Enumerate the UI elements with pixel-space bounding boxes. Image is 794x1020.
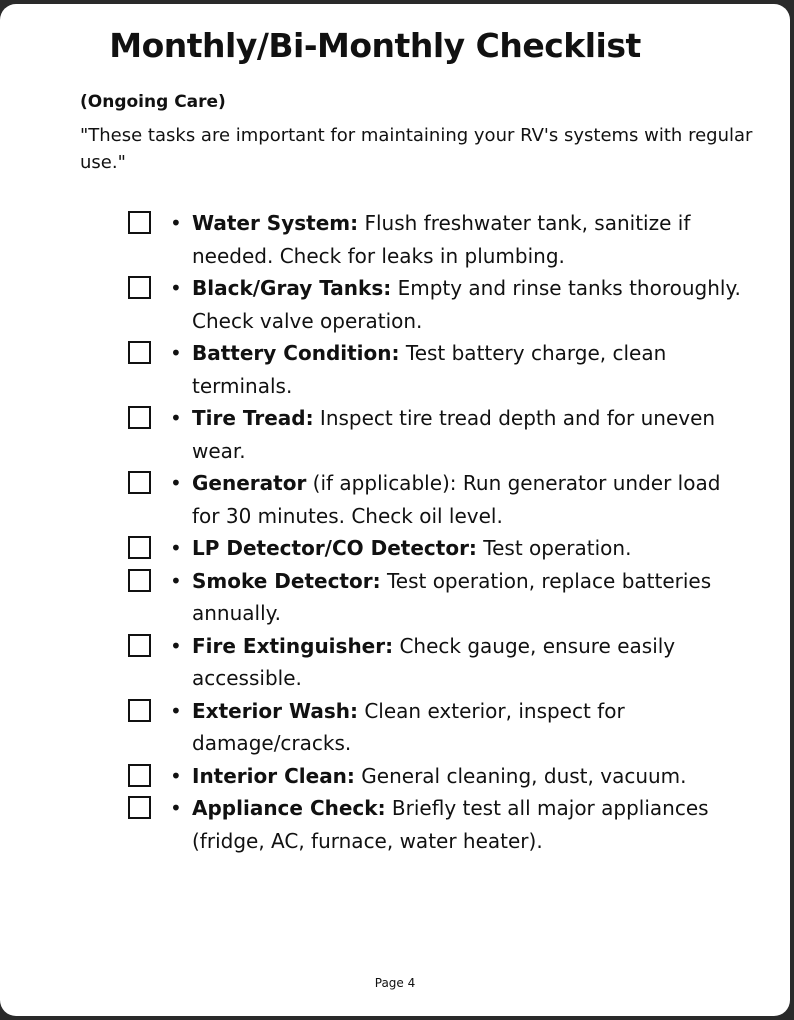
item-label: Appliance Check: xyxy=(192,796,386,820)
item-text: Flush freshwater tank, sanitize if needed. Check for leaks in plumbing. xyxy=(192,211,691,268)
checklist-item xyxy=(128,630,748,695)
item-label: Generator xyxy=(192,471,307,495)
item-text: Test operation, replace batteries annually. xyxy=(192,568,712,625)
bullet-icon: • xyxy=(170,471,182,495)
checklist-item xyxy=(128,207,748,272)
checklist-item xyxy=(128,532,748,565)
item-text: Clean exterior, inspect for damage/cracks. xyxy=(192,698,625,755)
bullet-icon: • xyxy=(170,698,182,723)
item-label: Tire Tread: xyxy=(192,406,314,430)
checklist-item xyxy=(128,272,748,337)
item-text: General cleaning, dust, vacuum. xyxy=(354,763,687,788)
item-text: (if applicable): Run generator under load for 30 minutes. Check oil level. xyxy=(192,471,721,528)
checkbox[interactable] xyxy=(128,699,151,722)
checkbox[interactable] xyxy=(128,406,151,429)
checklist-item xyxy=(128,565,748,630)
item-label: Battery Condition: xyxy=(192,341,400,365)
checklist-item xyxy=(128,760,748,793)
bullet-icon: • xyxy=(170,341,182,365)
item-text: Test battery charge, clean terminals. xyxy=(192,341,667,398)
item-label: Water System: xyxy=(192,211,359,235)
checkbox[interactable] xyxy=(128,341,151,364)
item-label: Black/Gray Tanks: xyxy=(192,276,392,300)
checkbox[interactable] xyxy=(128,634,151,657)
document-page xyxy=(0,4,790,1016)
item-text: Briefly test all major appliances (fridge, AC, furnace, water heater). xyxy=(192,796,709,853)
checkbox[interactable] xyxy=(128,569,151,592)
checkbox[interactable] xyxy=(128,276,151,299)
item-text: Inspect tire tread depth and for uneven wear. xyxy=(192,406,716,463)
checklist-item xyxy=(128,337,748,402)
checklist-item xyxy=(128,792,748,857)
bullet-icon: • xyxy=(170,568,182,593)
item-text: Empty and rinse tanks thoroughly. Check valve operation. xyxy=(192,276,741,333)
bullet-icon: • xyxy=(170,211,182,235)
checkbox[interactable] xyxy=(128,764,151,787)
item-label: Fire Extinguisher: xyxy=(192,633,394,658)
item-label: Interior Clean: xyxy=(192,763,355,788)
page-title: Monthly/Bi-Monthly Checklist xyxy=(109,26,641,65)
item-label: Smoke Detector: xyxy=(192,568,381,593)
checklist-item xyxy=(128,402,748,467)
checkbox[interactable] xyxy=(128,536,151,559)
section-subtitle: (Ongoing Care) xyxy=(80,92,226,112)
page-number: Page 4 xyxy=(374,976,416,990)
item-label: LP Detector/CO Detector: xyxy=(192,536,477,560)
bullet-icon: • xyxy=(170,406,182,430)
checkbox[interactable] xyxy=(128,211,151,234)
item-text: Check gauge, ensure easily accessible. xyxy=(192,633,676,690)
item-text: Test operation. xyxy=(476,536,632,560)
checkbox[interactable] xyxy=(128,796,151,819)
checklist xyxy=(128,207,748,857)
bullet-icon: • xyxy=(170,536,182,560)
checkbox[interactable] xyxy=(128,471,151,494)
bullet-icon: • xyxy=(170,763,182,788)
checklist-item xyxy=(128,467,748,532)
bullet-icon: • xyxy=(170,276,182,300)
item-label: Exterior Wash: xyxy=(192,698,358,723)
intro-text: "These tasks are important for maintaining your RV's systems with regular use." xyxy=(80,125,753,173)
bullet-icon: • xyxy=(170,796,182,820)
bullet-icon: • xyxy=(170,633,182,658)
checklist-item xyxy=(128,695,748,760)
